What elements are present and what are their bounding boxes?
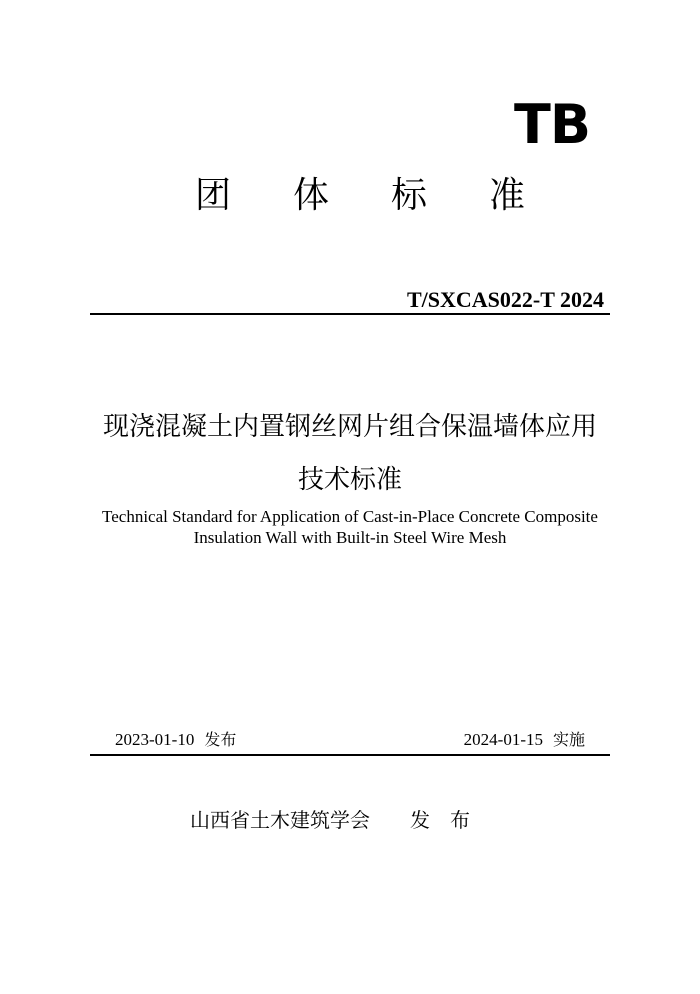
publisher-action: 发 布 xyxy=(410,808,470,832)
standard-type-heading xyxy=(195,175,525,216)
publisher-line xyxy=(190,810,470,830)
issue-label: 发布 xyxy=(204,730,237,749)
title-english xyxy=(40,506,660,548)
standard-type-char: 准 xyxy=(488,175,525,216)
standard-type-char: 标 xyxy=(390,175,427,216)
title-chinese-line-1: 现浇混凝土内置钢丝网片组合保温墙体应用 xyxy=(102,412,597,442)
title-english-line-1: Technical Standard for Application of Cast-in-Place Concrete Composite xyxy=(102,507,598,526)
implement-label: 实施 xyxy=(552,730,585,749)
top-divider xyxy=(90,313,610,315)
implement-date-group xyxy=(464,731,585,748)
publisher-name: 山西省土木建筑学会 xyxy=(190,808,370,832)
title-chinese-line-2: 技术标准 xyxy=(297,465,402,495)
tb-logo: TB xyxy=(514,93,590,156)
issue-date: 2023-01-10 xyxy=(115,730,195,749)
implement-date: 2024-01-15 xyxy=(463,730,543,749)
bottom-divider xyxy=(90,754,610,756)
standard-number: T/SXCAS022-T 2024 xyxy=(406,287,604,312)
title-english-line-2: Insulation Wall with Built-in Steel Wire Mesh xyxy=(193,528,507,547)
standard-type-char: 体 xyxy=(292,175,329,216)
issue-date-group xyxy=(115,731,236,748)
standard-type-char: 团 xyxy=(195,175,232,216)
